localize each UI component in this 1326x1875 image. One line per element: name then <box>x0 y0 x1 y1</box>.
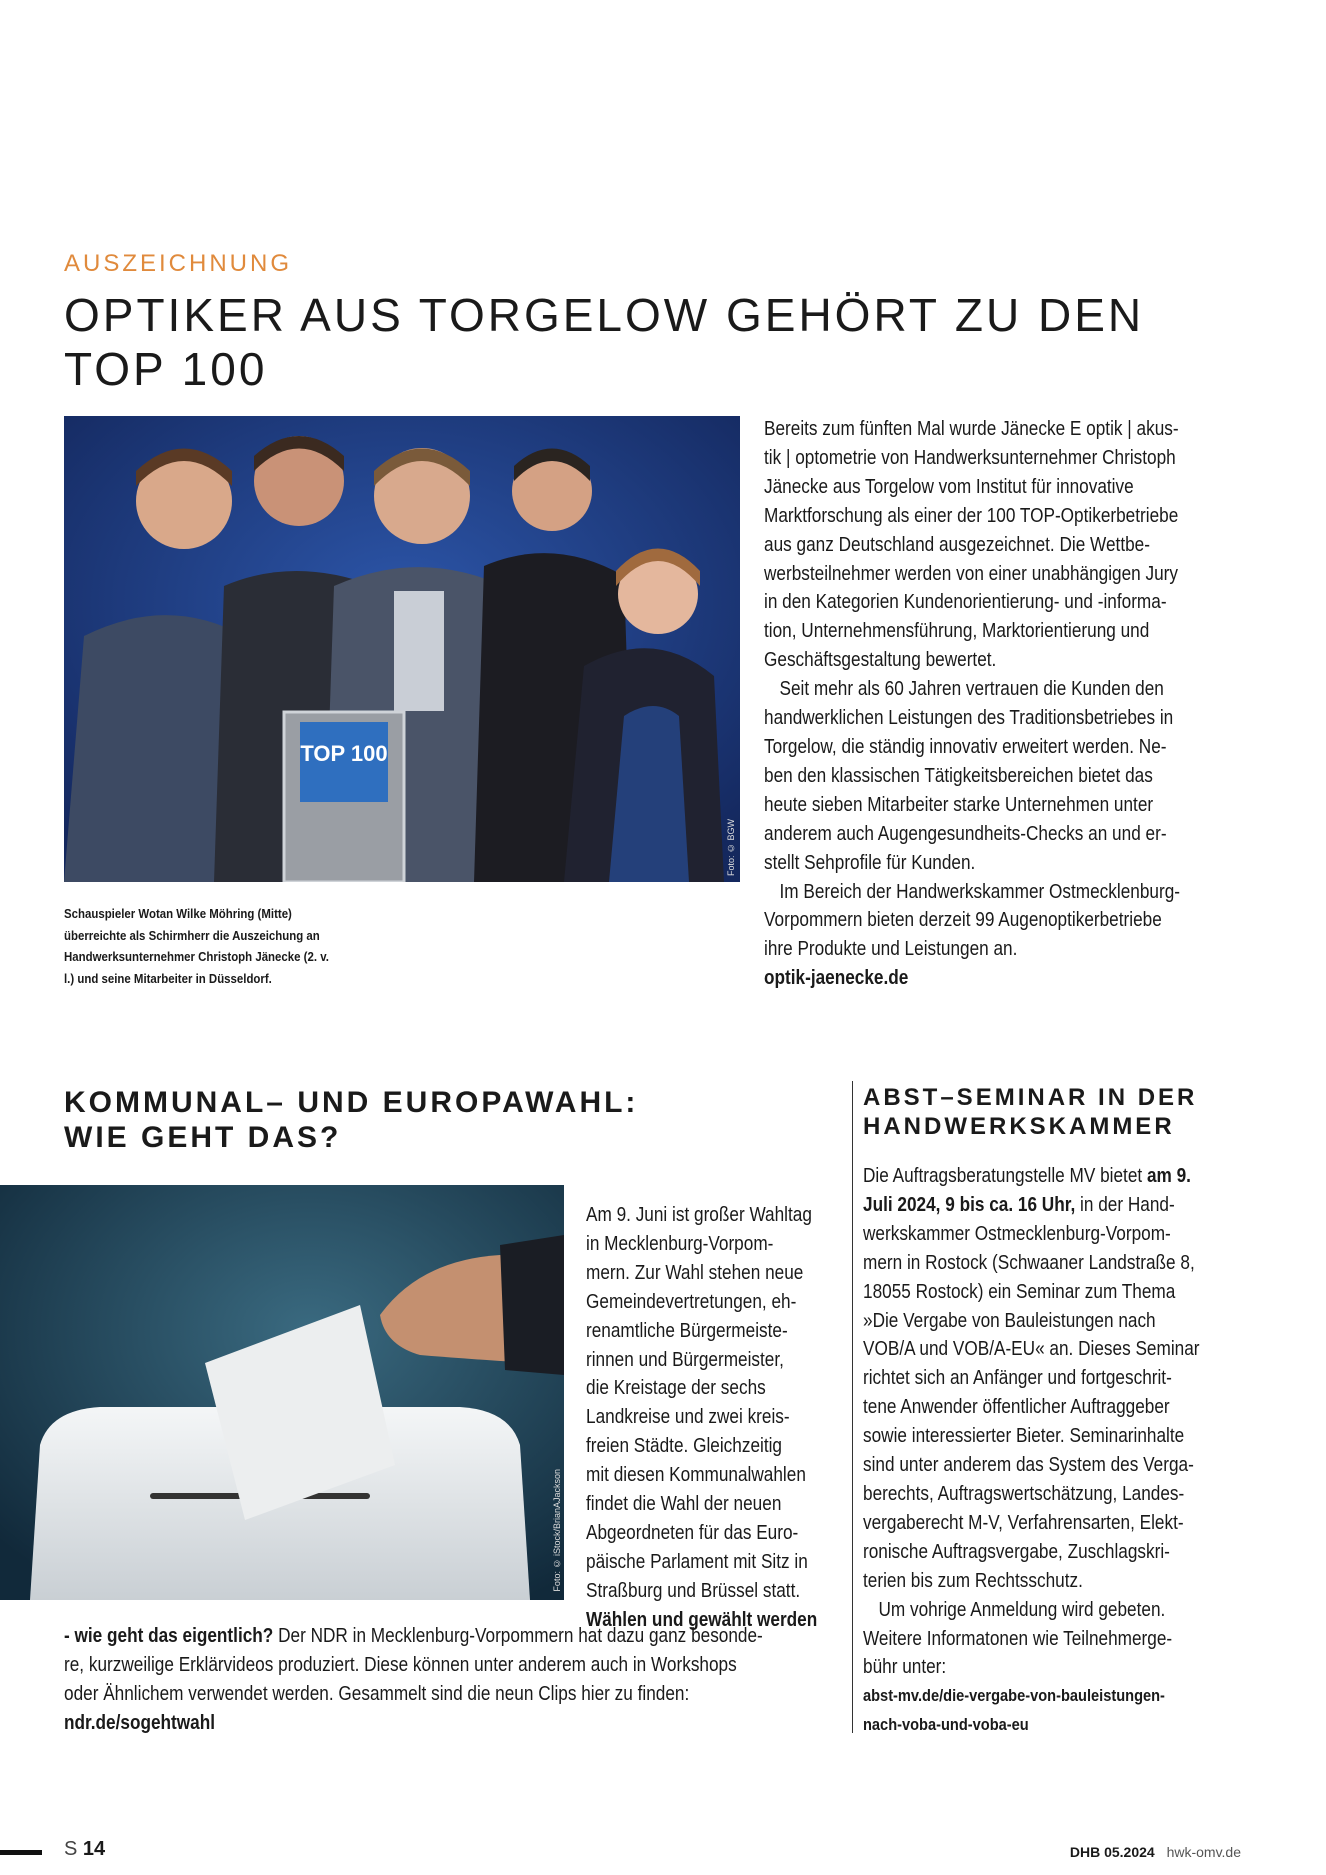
body-line: vergaberecht M-V, Verfahrensarten, Elekt- <box>863 1511 1184 1534</box>
column-divider <box>852 1081 853 1733</box>
trophy-text: TOP 100 <box>300 741 388 766</box>
body-line: sind unter anderem das System des Verga- <box>863 1454 1194 1477</box>
photo-credit: Foto: © iStock/BrianAJackson <box>552 1469 562 1592</box>
photo-credit: Foto: © BGW <box>726 818 736 876</box>
body-line: mern. Zur Wahl stehen neue <box>586 1261 804 1284</box>
award-photo-illustration <box>64 416 740 882</box>
article-body <box>863 1162 1254 1740</box>
body-line: findet die Wahl der neuen <box>586 1493 782 1516</box>
article-body <box>586 1201 855 1635</box>
page-number-value: 14 <box>82 1838 106 1860</box>
body-line: terien bis zum Rechtsschutz. <box>863 1569 1083 1592</box>
body-line: Weitere Informatonen wie Teilnehmerge- <box>863 1627 1173 1650</box>
footer-issue <box>1070 1844 1241 1860</box>
article-body-wide <box>64 1622 877 1738</box>
body-line: heute sieben Mitarbeiter starke Unternehmen unter <box>764 793 1154 816</box>
body-line: berechts, Auftragswertschätzung, Landes- <box>863 1482 1185 1505</box>
body-line: mit diesen Kommunalwahlen <box>586 1464 806 1487</box>
title-line: OPTIKER AUS TORGELOW GEHÖRT ZU DEN <box>64 289 1145 341</box>
body-line: Straßburg und Brüssel statt. <box>586 1579 801 1602</box>
body-line: tene Anwender öffentlicher Auftraggeber <box>863 1396 1170 1419</box>
body-line: »Die Vergabe von Bauleistungen nach <box>863 1309 1156 1332</box>
body-line: Am 9. Juni ist großer Wahltag <box>586 1204 812 1226</box>
photo-caption <box>64 903 365 989</box>
title-line: HANDWERKSKAMMER <box>863 1113 1175 1140</box>
body-text: in der Hand- <box>1075 1193 1175 1216</box>
caption-line: Handwerksunternehmer Christoph Jänecke (2. v. <box>64 949 329 964</box>
body-line: Um vohrige Anmeldung wird gebeten. <box>878 1598 1166 1621</box>
body-line: handwerklichen Leistungen des Traditionsbetriebes in <box>764 707 1174 730</box>
title-line: WIE GEHT DAS? <box>64 1121 342 1154</box>
date-bold: Juli 2024, 9 bis ca. 16 Uhr, <box>863 1193 1076 1216</box>
body-line: Gemeindevertretungen, eh- <box>586 1290 797 1313</box>
body-line: werkskammer Ostmecklenburg-Vorpom- <box>863 1222 1171 1245</box>
ballot-photo-illustration <box>0 1185 564 1600</box>
body-line: renamtliche Bürgermeiste- <box>586 1319 788 1342</box>
body-line: Vorpommern bieten derzeit 99 Augenoptikerbetriebe <box>764 909 1162 932</box>
body-line: Marktforschung als einer der 100 TOP-Optikerbetriebe <box>764 504 1179 527</box>
caption-line: Schauspieler Wotan Wilke Möhring (Mitte) <box>64 906 292 921</box>
article-title <box>64 1085 638 1155</box>
body-line: ben den klassischen Tätigkeitsbereichen bietet das <box>764 764 1153 787</box>
caption-line: überreichte als Schirmherr die Auszeichung an <box>64 927 320 943</box>
body-line: re, kurzweilige Erklärvideos produziert. Diese können unter anderem auch in Workshops <box>64 1653 737 1676</box>
body-line: Im Bereich der Handwerkskammer Ostmecklenburg- <box>779 880 1180 903</box>
body-text: Der NDR in Mecklenburg-Vorpommern hat dazu ganz besonde- <box>273 1625 763 1647</box>
body-line: tion, Unternehmensführung, Marktorientierung und <box>764 620 1150 643</box>
article-body <box>764 415 1248 993</box>
footer-website[interactable]: hwk-omv.de <box>1166 1844 1241 1860</box>
body-line: Jänecke aus Torgelow vom Institut für innovative <box>764 475 1134 498</box>
body-line: 18055 Rostock) ein Seminar zum Thema <box>863 1280 1176 1303</box>
body-line: werbsteilnehmer werden von einer unabhängigen Jury <box>764 562 1179 585</box>
body-line: Landkreise und zwei kreis- <box>586 1406 790 1429</box>
page-prefix: S <box>64 1838 78 1860</box>
body-line: rinnen und Bürgermeister, <box>586 1348 784 1371</box>
body-line: päische Parlament mit Sitz in <box>586 1550 808 1573</box>
body-text: Die Auftragsberatungstelle MV bietet <box>863 1165 1147 1187</box>
website-link[interactable]: nach-voba-und-voba-eu <box>863 1715 1029 1735</box>
title-line: ABST–SEMINAR IN DER <box>863 1084 1198 1111</box>
article-title <box>64 288 1144 396</box>
body-line: die Kreistage der sechs <box>586 1377 766 1400</box>
body-line: tik | optometrie von Handwerksunternehmer Christoph <box>764 446 1176 469</box>
bold-lead: - wie geht das eigentlich? <box>64 1625 274 1647</box>
body-line: in Mecklenburg-Vorpom- <box>586 1232 774 1255</box>
ballot-photo <box>0 1185 564 1600</box>
body-line: ronische Auftragsvergabe, Zuschlagskri- <box>863 1540 1170 1563</box>
body-line: mern in Rostock (Schwaaner Landstraße 8, <box>863 1251 1195 1274</box>
body-line: Bereits zum fünften Mal wurde Jänecke E optik | akus- <box>764 418 1179 440</box>
body-line: Geschäftsgestaltung bewertet. <box>764 649 997 672</box>
body-line: stellt Sehprofile für Kunden. <box>764 851 976 874</box>
website-link[interactable]: optik-jaenecke.de <box>764 967 909 990</box>
body-line: VOB/A und VOB/A-EU« an. Dieses Seminar <box>863 1338 1200 1361</box>
body-line: bühr unter: <box>863 1656 947 1679</box>
body-line: in den Kategorien Kundenorientierung- und -informa- <box>764 591 1167 614</box>
website-link[interactable]: abst-mv.de/die-vergabe-von-bauleistungen- <box>863 1686 1165 1706</box>
body-line: Torgelow, die ständig innovativ erweitert werden. Ne- <box>764 735 1167 758</box>
date-bold: am 9. <box>1146 1165 1191 1187</box>
title-line: TOP 100 <box>64 343 268 395</box>
section-kicker: AUSZEICHNUNG <box>64 250 293 277</box>
body-line: Seit mehr als 60 Jahren vertrauen die Kunden den <box>779 678 1164 701</box>
body-line: Abgeordneten für das Euro- <box>586 1521 799 1544</box>
body-line: oder Ähnlichem verwendet werden. Gesammelt sind die neun Clips hier zu finden: <box>64 1682 690 1705</box>
body-line: anderem auch Augengesundheits-Checks an und er- <box>764 822 1167 845</box>
body-line: sowie interessierter Bieter. Seminarinhalte <box>863 1425 1185 1448</box>
award-photo <box>64 416 740 882</box>
issue-label: DHB 05.2024 <box>1069 1844 1155 1860</box>
title-line: KOMMUNAL– UND EUROPAWAHL: <box>64 1086 639 1119</box>
body-line: ihre Produkte und Leistungen an. <box>764 938 1018 961</box>
article-title <box>863 1083 1197 1141</box>
body-line: aus ganz Deutschland ausgezeichnet. Die Wettbe- <box>764 533 1150 556</box>
footer-rule <box>0 1850 42 1855</box>
body-line: freien Städte. Gleichzeitig <box>586 1435 782 1458</box>
page-number <box>64 1838 105 1861</box>
body-line: richtet sich an Anfänger und fortgeschrit- <box>863 1367 1172 1390</box>
website-link[interactable]: ndr.de/sogehtwahl <box>64 1711 215 1734</box>
body-line-bold: Wählen und gewählt werden <box>586 1608 818 1631</box>
caption-line: l.) und seine Mitarbeiter in Düsseldorf. <box>64 970 272 986</box>
